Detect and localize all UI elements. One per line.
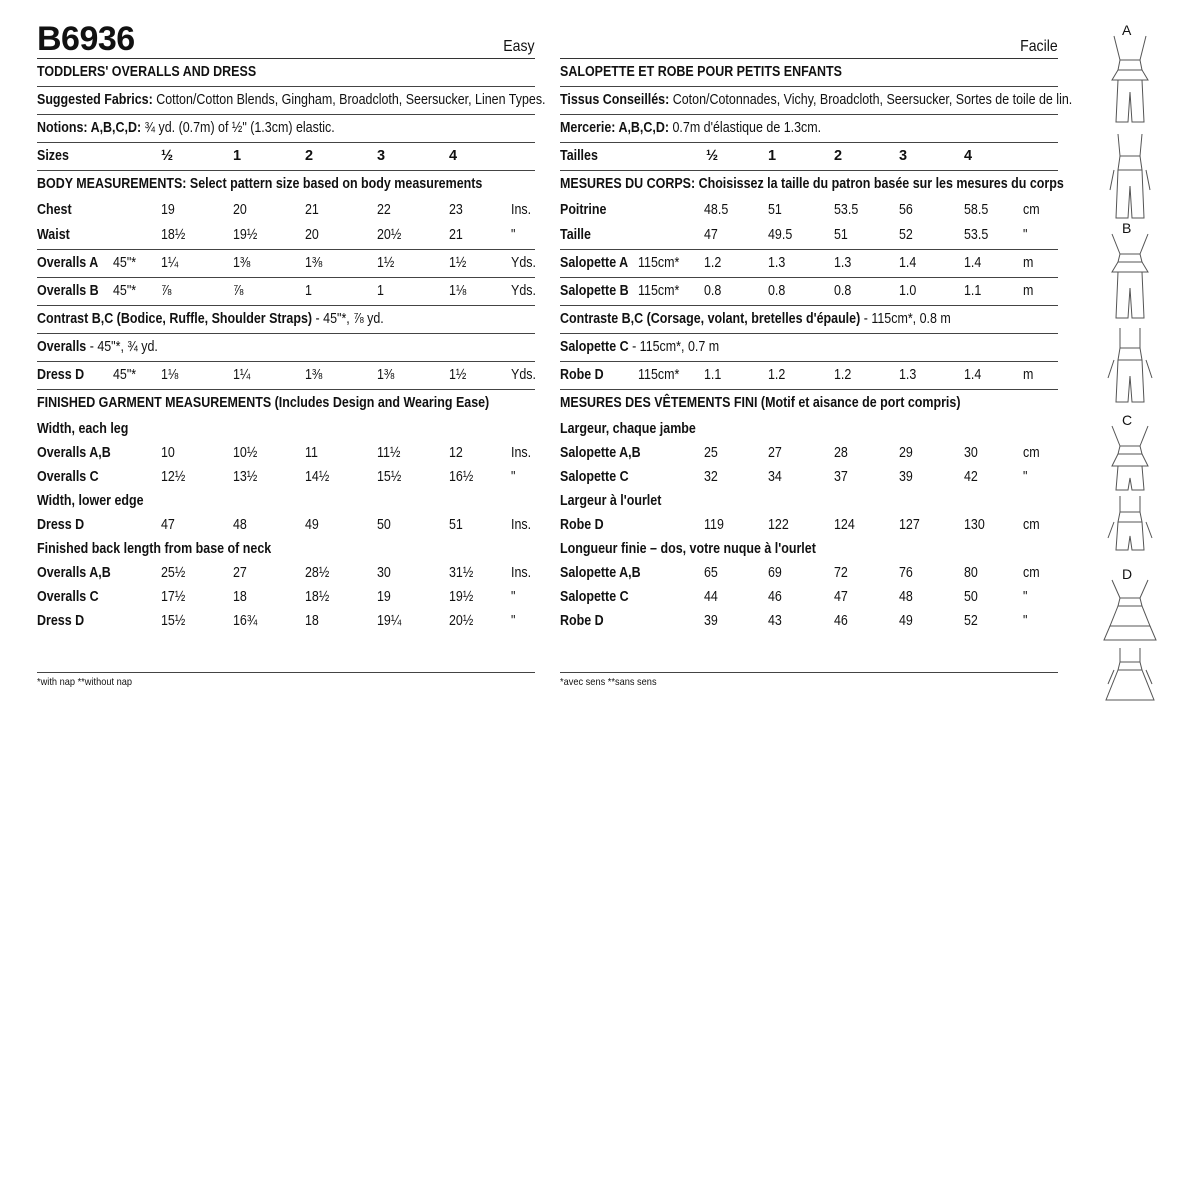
value-cell: 1.2 bbox=[704, 255, 722, 271]
notions-text: 0.7m d'élastique de 1.3cm. bbox=[669, 120, 822, 136]
unit-cell: Ins. bbox=[511, 445, 532, 461]
value-cell: 28 bbox=[834, 445, 848, 461]
body-measurements-heading: BODY MEASUREMENTS: Select pattern size based on body measurements bbox=[37, 176, 483, 192]
value-cell: 20 bbox=[233, 202, 247, 218]
unit-cell: " bbox=[1023, 589, 1028, 605]
value-cell: 46 bbox=[834, 613, 848, 629]
sizes-row bbox=[560, 143, 1058, 171]
pattern-number: B6936 bbox=[37, 20, 135, 58]
view-letter: A bbox=[1122, 22, 1132, 38]
table-row bbox=[560, 278, 1058, 306]
row-label: Taille bbox=[560, 227, 591, 243]
table-row bbox=[37, 441, 535, 465]
fabric-width: 115cm* bbox=[638, 255, 680, 271]
pattern-title: SALOPETTE ET ROBE POUR PETITS ENFANTS bbox=[560, 64, 842, 80]
back-length-rows bbox=[560, 561, 1058, 633]
sizes-row bbox=[37, 143, 535, 171]
unit-cell: Ins. bbox=[511, 565, 532, 581]
value-cell: 51 bbox=[449, 517, 463, 533]
size-header: ½ bbox=[161, 148, 174, 164]
subheading-row bbox=[37, 417, 535, 441]
overalls-b-front-sketch bbox=[1100, 232, 1160, 322]
value-cell: 10½ bbox=[233, 445, 258, 461]
row-label: Robe D bbox=[560, 517, 604, 533]
row-label: Dress D bbox=[37, 613, 85, 629]
value-cell: 1¼ bbox=[161, 255, 179, 271]
value-cell: 0.8 bbox=[768, 283, 786, 299]
value-cell: 124 bbox=[834, 517, 855, 533]
value-cell: 1.4 bbox=[964, 367, 982, 383]
back-length-subheading: Finished back length from base of neck bbox=[37, 541, 272, 557]
value-cell: 50 bbox=[377, 517, 391, 533]
fabrics-label: Tissus Conseillés: bbox=[560, 92, 670, 108]
row-label: Salopette B bbox=[560, 283, 629, 299]
value-cell: 11½ bbox=[377, 445, 401, 461]
value-cell: 1⅜ bbox=[233, 255, 251, 271]
size-header: ½ bbox=[706, 148, 719, 164]
value-cell: 72 bbox=[834, 565, 848, 581]
table-row bbox=[37, 198, 535, 222]
value-cell: 1 bbox=[377, 283, 384, 299]
value-cell: 1.3 bbox=[899, 367, 917, 383]
value-cell: 1½ bbox=[449, 367, 467, 383]
row-label: Overalls A,B bbox=[37, 445, 111, 461]
value-cell: 51 bbox=[768, 202, 782, 218]
unit-cell: Ins. bbox=[511, 202, 532, 218]
unit-cell: Yds. bbox=[511, 367, 536, 383]
unit-cell: m bbox=[1023, 367, 1034, 383]
value-cell: 122 bbox=[768, 517, 789, 533]
contrast-text: - 115cm*, 0.8 m bbox=[860, 311, 951, 327]
value-cell: 18½ bbox=[305, 589, 330, 605]
fabric-width: 115cm* bbox=[638, 283, 680, 299]
notions-label: Notions: A,B,C,D: bbox=[37, 120, 142, 136]
leg-width-rows bbox=[560, 441, 1058, 489]
unit-cell: Ins. bbox=[511, 517, 532, 533]
overalls-contrast-row bbox=[37, 334, 535, 362]
width-lower-subheading: Largeur à l'ourlet bbox=[560, 493, 662, 509]
value-cell: 50 bbox=[964, 589, 978, 605]
value-cell: 1.3 bbox=[768, 255, 786, 271]
pattern-title-row bbox=[37, 59, 535, 87]
value-cell: 30 bbox=[377, 565, 391, 581]
unit-cell: " bbox=[511, 469, 516, 485]
value-cell: 1.1 bbox=[964, 283, 982, 299]
finished-measurements-heading: FINISHED GARMENT MEASUREMENTS (Includes Design and Wearing Ease) bbox=[37, 395, 490, 411]
value-cell: 1⅜ bbox=[377, 367, 395, 383]
table-row bbox=[560, 585, 1058, 609]
value-cell: 22 bbox=[377, 202, 391, 218]
table-row bbox=[560, 513, 1058, 537]
unit-cell: m bbox=[1023, 255, 1034, 271]
footnote-fr: *avec sens **sans sens bbox=[560, 676, 657, 688]
value-cell: 39 bbox=[704, 613, 718, 629]
value-cell: 39 bbox=[899, 469, 913, 485]
unit-cell: " bbox=[1023, 613, 1028, 629]
table-row bbox=[37, 465, 535, 489]
value-cell: 32 bbox=[704, 469, 718, 485]
value-cell: 12 bbox=[449, 445, 463, 461]
sizes-label: Tailles bbox=[560, 148, 598, 164]
row-label: Overalls B bbox=[37, 283, 99, 299]
value-cell: 1½ bbox=[449, 255, 467, 271]
value-cell: 48 bbox=[899, 589, 913, 605]
dress-d-front-sketch bbox=[1100, 578, 1160, 644]
value-cell: 28½ bbox=[305, 565, 330, 581]
unit-cell: cm bbox=[1023, 565, 1040, 581]
body-heading-row bbox=[37, 171, 535, 198]
value-cell: 27 bbox=[233, 565, 247, 581]
value-cell: 14½ bbox=[305, 469, 330, 485]
value-cell: 16½ bbox=[449, 469, 474, 485]
value-cell: 16¾ bbox=[233, 613, 258, 629]
table-row bbox=[560, 198, 1058, 222]
overalls-a-back-sketch bbox=[1100, 130, 1160, 222]
value-cell: 58.5 bbox=[964, 202, 989, 218]
value-cell: 52 bbox=[964, 613, 978, 629]
value-cell: 1⅜ bbox=[305, 367, 323, 383]
size-header: 2 bbox=[305, 148, 314, 164]
value-cell: 19 bbox=[377, 589, 391, 605]
unit-cell: " bbox=[511, 613, 516, 629]
value-cell: 1.2 bbox=[834, 367, 852, 383]
value-cell: 20½ bbox=[377, 227, 402, 243]
row-label: Overalls A,B bbox=[37, 565, 111, 581]
value-cell: 25½ bbox=[161, 565, 186, 581]
difficulty-level: Facile bbox=[1020, 38, 1058, 55]
value-cell: 17½ bbox=[161, 589, 186, 605]
row-label: Dress D bbox=[37, 517, 85, 533]
overalls-a-front-sketch bbox=[1100, 34, 1160, 126]
value-cell: 27 bbox=[768, 445, 782, 461]
dress-d-back-sketch bbox=[1100, 646, 1160, 704]
value-cell: 29 bbox=[899, 445, 913, 461]
value-cell: 1⅛ bbox=[161, 367, 179, 383]
overalls-label: Overalls bbox=[37, 339, 87, 355]
fabrics-text: Coton/Cotonnades, Vichy, Broadcloth, Seersucker, Sortes de toile de lin. bbox=[669, 92, 1073, 108]
value-cell: 65 bbox=[704, 565, 718, 581]
value-cell: 20 bbox=[305, 227, 319, 243]
value-cell: 1.0 bbox=[899, 283, 917, 299]
value-cell: 0.8 bbox=[704, 283, 722, 299]
value-cell: 1⅜ bbox=[305, 255, 323, 271]
value-cell: 44 bbox=[704, 589, 718, 605]
back-length-subheading: Longueur finie – dos, votre nuque à l'ourlet bbox=[560, 541, 816, 557]
size-header: 3 bbox=[377, 148, 386, 164]
fabrics-row bbox=[560, 87, 1073, 115]
lower-edge-rows bbox=[560, 513, 1058, 537]
fabric-width: 45"* bbox=[113, 255, 137, 271]
size-header: 4 bbox=[449, 148, 458, 164]
value-cell: 51 bbox=[834, 227, 848, 243]
row-label: Robe D bbox=[560, 613, 604, 629]
table-row bbox=[560, 222, 1058, 250]
value-cell: ⅞ bbox=[161, 283, 172, 299]
row-label: Overalls C bbox=[37, 589, 99, 605]
subheading-row bbox=[37, 489, 535, 513]
subheading-row bbox=[560, 489, 1058, 513]
value-cell: 1.3 bbox=[834, 255, 852, 271]
subheading-row bbox=[560, 417, 1058, 441]
value-cell: 69 bbox=[768, 565, 782, 581]
overalls-contrast-row bbox=[560, 334, 1058, 362]
unit-cell: " bbox=[511, 589, 516, 605]
row-label: Robe D bbox=[560, 367, 604, 383]
value-cell: 21 bbox=[449, 227, 463, 243]
value-cell: 30 bbox=[964, 445, 978, 461]
row-label: Salopette A,B bbox=[560, 445, 641, 461]
value-cell: 42 bbox=[964, 469, 978, 485]
value-cell: 10 bbox=[161, 445, 175, 461]
overalls-label: Salopette C bbox=[560, 339, 629, 355]
body-heading-row bbox=[560, 171, 1064, 198]
value-cell: 48 bbox=[233, 517, 247, 533]
value-cell: 47 bbox=[704, 227, 718, 243]
value-cell: 47 bbox=[834, 589, 848, 605]
row-label: Chest bbox=[37, 202, 72, 218]
table-row bbox=[37, 561, 535, 585]
fabric-width: 45"* bbox=[113, 367, 137, 383]
size-header: 2 bbox=[834, 148, 843, 164]
width-leg-subheading: Largeur, chaque jambe bbox=[560, 421, 696, 437]
value-cell: 1 bbox=[305, 283, 312, 299]
unit-cell: cm bbox=[1023, 202, 1040, 218]
finished-measurements-heading: MESURES DES VÊTEMENTS FINI (Motif et aisance de port compris) bbox=[560, 395, 961, 411]
table-row bbox=[37, 609, 535, 633]
lower-edge-rows bbox=[37, 513, 535, 537]
leg-width-rows bbox=[37, 441, 535, 489]
unit-cell: cm bbox=[1023, 445, 1040, 461]
view-letter: C bbox=[1122, 412, 1133, 428]
value-cell: 1¼ bbox=[233, 367, 251, 383]
table-row bbox=[37, 585, 535, 609]
unit-cell: " bbox=[511, 227, 516, 243]
value-cell: 12½ bbox=[161, 469, 186, 485]
row-label: Salopette A bbox=[560, 255, 629, 271]
fabrics-row bbox=[37, 87, 546, 115]
value-cell: 52 bbox=[899, 227, 913, 243]
value-cell: 1.2 bbox=[768, 367, 786, 383]
value-cell: 19 bbox=[161, 202, 175, 218]
value-cell: 127 bbox=[899, 517, 920, 533]
contrast-label: Contraste B,C (Corsage, volant, bretelles d'épaule) bbox=[560, 311, 861, 327]
table-row bbox=[37, 362, 535, 390]
value-cell: 53.5 bbox=[964, 227, 989, 243]
value-cell: 13½ bbox=[233, 469, 258, 485]
footnote-divider bbox=[560, 672, 1058, 673]
notions-text: ¾ yd. (0.7m) of ½" (1.3cm) elastic. bbox=[141, 120, 335, 136]
value-cell: 119 bbox=[704, 517, 724, 533]
unit-cell: Yds. bbox=[511, 255, 536, 271]
body-measurements-rows bbox=[37, 198, 535, 250]
value-cell: 53.5 bbox=[834, 202, 859, 218]
dress-yardage-row bbox=[37, 362, 535, 390]
value-cell: 1.1 bbox=[704, 367, 722, 383]
body-measurements-heading: MESURES DU CORPS: Choisissez la taille du patron basée sur les mesures du corps bbox=[560, 176, 1064, 192]
value-cell: 47 bbox=[161, 517, 175, 533]
back-length-rows bbox=[37, 561, 535, 633]
notions-label: Mercerie: A,B,C,D: bbox=[560, 120, 670, 136]
pattern-title-row bbox=[560, 59, 1058, 87]
value-cell: 18½ bbox=[161, 227, 186, 243]
title-bar bbox=[560, 24, 1058, 59]
subheading-row bbox=[560, 537, 1058, 561]
value-cell: 19½ bbox=[233, 227, 258, 243]
value-cell: 49 bbox=[899, 613, 913, 629]
size-header: 3 bbox=[899, 148, 908, 164]
value-cell: 1½ bbox=[377, 255, 395, 271]
contrast-row bbox=[560, 306, 1058, 334]
table-row bbox=[560, 441, 1058, 465]
contrast-row bbox=[37, 306, 535, 334]
fabric-width: 45"* bbox=[113, 283, 137, 299]
row-label: Overalls A bbox=[37, 255, 99, 271]
value-cell: 19½ bbox=[449, 589, 474, 605]
row-label: Salopette C bbox=[560, 589, 629, 605]
value-cell: 1.4 bbox=[964, 255, 982, 271]
value-cell: 49 bbox=[305, 517, 319, 533]
unit-cell: " bbox=[1023, 227, 1028, 243]
value-cell: 25 bbox=[704, 445, 718, 461]
contrast-text: - 45"*, ⅞ yd. bbox=[312, 311, 384, 327]
overalls-text: - 45"*, ¾ yd. bbox=[86, 339, 158, 355]
subheading-row bbox=[37, 537, 535, 561]
value-cell: 15½ bbox=[377, 469, 402, 485]
value-cell: 48.5 bbox=[704, 202, 729, 218]
value-cell: 76 bbox=[899, 565, 913, 581]
fabrics-text: Cotton/Cotton Blends, Gingham, Broadcloth, Seersucker, Linen Types. bbox=[152, 92, 546, 108]
dress-yardage-row bbox=[560, 362, 1058, 390]
overalls-c-front-sketch bbox=[1100, 424, 1160, 494]
row-label: Waist bbox=[37, 227, 70, 243]
english-column bbox=[37, 20, 546, 633]
value-cell: 15½ bbox=[161, 613, 186, 629]
footnote-divider bbox=[37, 672, 535, 673]
french-column bbox=[560, 24, 1073, 633]
sizes-label: Sizes bbox=[37, 148, 69, 164]
row-label: Poitrine bbox=[560, 202, 607, 218]
value-cell: 11 bbox=[305, 445, 318, 461]
unit-cell: cm bbox=[1023, 517, 1040, 533]
row-label: Salopette A,B bbox=[560, 565, 641, 581]
finished-heading-row bbox=[560, 390, 1058, 417]
value-cell: 43 bbox=[768, 613, 782, 629]
table-row bbox=[560, 465, 1058, 489]
body-measurements-rows bbox=[560, 198, 1058, 250]
value-cell: 56 bbox=[899, 202, 913, 218]
row-label: Overalls C bbox=[37, 469, 99, 485]
notions-row bbox=[560, 115, 1058, 143]
value-cell: 37 bbox=[834, 469, 848, 485]
view-letter: B bbox=[1122, 220, 1132, 236]
fabrics-label: Suggested Fabrics: bbox=[37, 92, 153, 108]
yardage-rows bbox=[560, 250, 1058, 306]
width-leg-subheading: Width, each leg bbox=[37, 421, 129, 437]
table-row bbox=[560, 561, 1058, 585]
unit-cell: Yds. bbox=[511, 283, 536, 299]
finished-heading-row bbox=[37, 390, 535, 417]
value-cell: 19¼ bbox=[377, 613, 402, 629]
value-cell: 46 bbox=[768, 589, 782, 605]
value-cell: 0.8 bbox=[834, 283, 852, 299]
value-cell: 34 bbox=[768, 469, 782, 485]
value-cell: 130 bbox=[964, 517, 985, 533]
fabric-width: 115cm* bbox=[638, 367, 680, 383]
row-label: Salopette C bbox=[560, 469, 629, 485]
value-cell: 1⅛ bbox=[449, 283, 467, 299]
title-bar bbox=[37, 20, 535, 59]
table-row bbox=[37, 222, 535, 250]
value-cell: 1.4 bbox=[899, 255, 917, 271]
row-label: Dress D bbox=[37, 367, 85, 383]
value-cell: 18 bbox=[233, 589, 247, 605]
overalls-b-back-sketch bbox=[1100, 326, 1160, 406]
value-cell: ⅞ bbox=[233, 283, 244, 299]
footnote-en: *with nap **without nap bbox=[37, 676, 133, 688]
overalls-text: - 115cm*, 0.7 m bbox=[628, 339, 720, 355]
contrast-label: Contrast B,C (Bodice, Ruffle, Shoulder Straps) bbox=[37, 311, 313, 327]
overalls-c-back-sketch bbox=[1100, 494, 1160, 554]
unit-cell: " bbox=[1023, 469, 1028, 485]
yardage-rows bbox=[37, 250, 535, 306]
value-cell: 18 bbox=[305, 613, 319, 629]
table-row bbox=[560, 362, 1058, 390]
value-cell: 31½ bbox=[449, 565, 474, 581]
value-cell: 80 bbox=[964, 565, 978, 581]
width-lower-subheading: Width, lower edge bbox=[37, 493, 144, 509]
value-cell: 23 bbox=[449, 202, 463, 218]
size-header: 1 bbox=[768, 148, 777, 164]
table-row bbox=[37, 278, 535, 306]
table-row bbox=[37, 513, 535, 537]
value-cell: 49.5 bbox=[768, 227, 793, 243]
value-cell: 20½ bbox=[449, 613, 474, 629]
value-cell: 21 bbox=[305, 202, 319, 218]
table-row bbox=[560, 609, 1058, 633]
difficulty-level: Easy bbox=[503, 38, 535, 55]
table-row bbox=[37, 250, 535, 278]
pattern-title: TODDLERS' OVERALLS AND DRESS bbox=[37, 64, 257, 80]
size-header: 1 bbox=[233, 148, 242, 164]
table-row bbox=[560, 250, 1058, 278]
view-letter: D bbox=[1122, 566, 1133, 582]
size-header: 4 bbox=[964, 148, 973, 164]
notions-row bbox=[37, 115, 535, 143]
unit-cell: m bbox=[1023, 283, 1034, 299]
